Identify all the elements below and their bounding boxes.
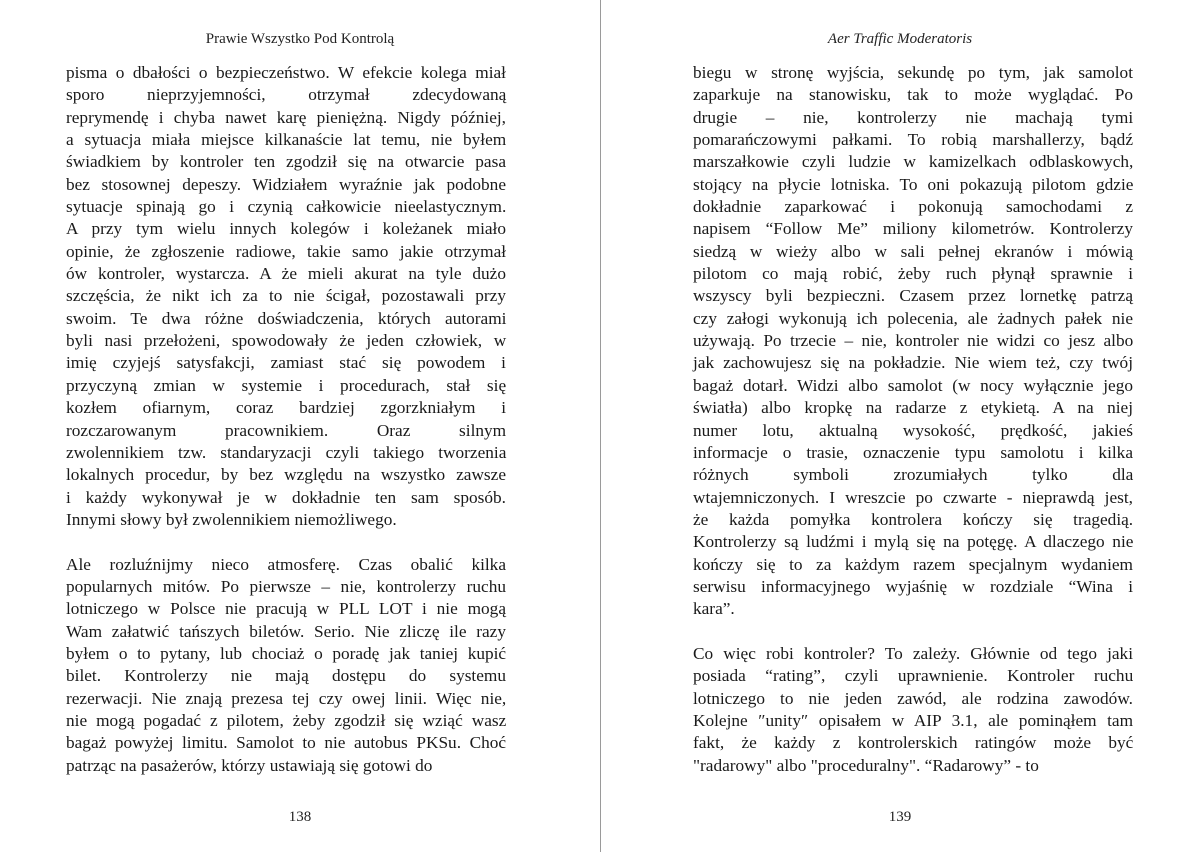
text-line: Innymi słowy był zwolennikiem niemożliwego. xyxy=(66,509,397,529)
text-line: czy załogi wykonują ich polecenia, ale żadnych pałek nie xyxy=(693,308,1133,328)
text-line: pilotom co mają robić, żeby ruch płynął sprawnie i xyxy=(693,264,1133,284)
text-line: światła) albo kropkę na radarze z etykietą. A na niej xyxy=(693,398,1133,418)
text-line: lotniczego w Polsce nie pracują w PLL LOT i nie mogą xyxy=(66,599,506,619)
text-line: kończy się to za każdym razem specjalnym wydaniem xyxy=(693,554,1133,574)
right-page-body xyxy=(693,62,1133,777)
paragraph-gap xyxy=(693,621,1133,643)
text-line: zaparkuje na stanowisku, tak to może wyglądać. Po xyxy=(693,85,1133,105)
text-line: numer lotu, aktualną wysokość, prędkość, jakieś xyxy=(693,420,1133,440)
text-line: i każdy wykonywał je w dokładnie ten sam sposób. xyxy=(66,487,506,507)
text-line: przyczyną zmian w systemie i procedurach, stał się xyxy=(66,375,507,395)
right-page xyxy=(600,0,1200,852)
paragraph-gap xyxy=(66,531,506,553)
paragraph xyxy=(66,62,506,531)
text-line: bagaż powyżej limitu. Samolot to nie autobus PKSu. Choć xyxy=(66,733,507,753)
paragraph xyxy=(66,554,506,777)
page-number-left: 138 xyxy=(288,809,312,825)
text-line: że każda pomyłka kontrolera kończy się tragedią. xyxy=(693,509,1134,529)
text-line: stojący na płycie lotniska. To oni pokazują pilotom gdzie xyxy=(693,174,1134,194)
text-line: ów kontroler, wystarcza. A że mieli akurat na tyle dużo xyxy=(66,264,506,284)
text-line: zwolennikiem tzw. standaryzacji czyli takiego tworzenia xyxy=(66,442,507,462)
text-line: używają. Po trzecie – nie, kontroler nie widzi co jesz albo xyxy=(693,331,1134,351)
text-line: sytuacje spinają go i czynią całkowicie nieelastycznym. xyxy=(66,197,507,217)
text-line: a sytuacja miała miejsce kilkanaście lat temu, nie byłem xyxy=(66,130,507,150)
text-line: dokładnie zaparkować i pokonują samochodami z xyxy=(693,197,1134,217)
text-line: Kontrolerzy są ludźmi i mylą się na potęgę. A dlaczego nie xyxy=(693,532,1134,552)
text-line: bagaż dotarł. Widzi albo samolot (w nocy wyłącznie jego xyxy=(693,375,1133,395)
text-line: imię czyjejś satysfakcji, zamiast stać się powodem i xyxy=(66,353,506,373)
text-line: szczęścia, że nikt ich za to nie ścigał, pozostawali przy xyxy=(66,286,506,306)
text-line: opinie, że zgłoszenie radiowe, takie samo jakie otrzymał xyxy=(66,241,507,261)
text-line: rozczarowanym pracownikiem. Oraz silnym xyxy=(66,420,507,440)
text-line: różnych symboli zrozumiałych tylko dla xyxy=(693,465,1134,485)
text-line: popularnych mitów. Po pierwsze – nie, kontrolerzy ruchu xyxy=(66,576,506,596)
text-line: Ale rozluźnijmy nieco atmosferę. Czas obalić kilka xyxy=(66,554,506,574)
text-line: jak zachowujesz się na pokładzie. Nie wiem też, czy twój xyxy=(693,353,1133,373)
page-number-right: 139 xyxy=(888,809,912,825)
text-line: marszałkowie czyli ludzie w kamizelkach odblaskowych, xyxy=(693,152,1134,172)
text-line: siedzą w wieży albo w sali pełnej ekranów i mówią xyxy=(693,241,1133,261)
left-page-body xyxy=(66,62,506,777)
text-line: bilet. Kontrolerzy nie mają dostępu do systemu xyxy=(66,666,506,686)
text-line: napisem “Follow Me” miliony kilometrów. Kontrolerzy xyxy=(693,219,1133,239)
text-line: kozłem ofiarnym, coraz bardziej zgorzkniałym i xyxy=(66,398,507,418)
text-line: reprymendę i chyba nawet karę pieniężną. Nigdy później, xyxy=(66,107,506,127)
text-line: kara”. xyxy=(693,599,735,619)
text-line: serwisu informacyjnego wyjaśnię w rozdziale “Wina i xyxy=(693,576,1133,596)
text-line: drugie – nie, kontrolerzy nie machają tymi xyxy=(693,107,1134,127)
text-line: lotniczego to nie jeden zawód, ale rodzina zawodów. xyxy=(693,688,1133,708)
text-line: posiada “rating”, czyli uprawnienie. Kontroler ruchu xyxy=(693,666,1134,686)
text-line: Kolejne ″unity″ opisałem w AIP 3.1, ale pominąłem tam xyxy=(693,710,1134,730)
text-line: "radarowy" albo "proceduralny". “Radarowy” - to xyxy=(693,755,1039,775)
paragraph xyxy=(693,643,1133,777)
text-line: Co więc robi kontroler? To zależy. Głównie od tego jaki xyxy=(693,643,1133,663)
text-line: rezerwacji. Nie znają prezesa tej czy owej linii. Więc nie, xyxy=(66,688,507,708)
text-line: wtajemniczonych. I wreszcie po czwarte - nieprawdą jest, xyxy=(693,487,1133,507)
text-line: byli nasi przełożeni, spowodowały że jeden człowiek, w xyxy=(66,331,507,351)
text-line: informacje o trasie, oznaczenie typu samolotu i kilka xyxy=(693,442,1133,462)
text-line: lokalnych procedur, by bez względu na wszystko zawsze xyxy=(66,465,506,485)
text-line: fakt, że każdy z kontrolerskich ratingów może być xyxy=(693,733,1134,753)
text-line: pisma o dbałości o bezpieczeństwo. W efekcie kolega miał xyxy=(66,63,506,82)
text-line: patrząc na pasażerów, którzy ustawiają się gotowi do xyxy=(66,755,433,775)
running-head-right: Aer Traffic Moderatoris xyxy=(827,31,973,47)
text-line: Wam załatwić tańszych biletów. Serio. Nie zliczę ile razy xyxy=(66,621,506,641)
text-line: sporo nieprzyjemności, otrzymał zdecydowaną xyxy=(66,85,507,105)
text-line: A przy tym wielu innych kolegów i koleżanek miało xyxy=(66,219,506,239)
running-head-left: Prawie Wszystko Pod Kontrolą xyxy=(205,31,395,47)
text-line: pomarańczowymi pałkami. To robią marshallerzy, bądź xyxy=(693,130,1133,150)
text-line: nie mogą pogadać z pilotem, żeby zgodził się wziąć wasz xyxy=(66,710,507,730)
paragraph xyxy=(693,62,1133,621)
text-line: wszyscy byli bezpieczni. Czasem przez lornetkę patrzą xyxy=(693,286,1133,306)
text-line: byłem o to pytany, lub chociaż o poradę jak taniej kupić xyxy=(66,643,507,663)
text-line: bez stosownej depeszy. Widziałem wyraźnie jak podobne xyxy=(66,174,506,194)
text-line: świadkiem by kontroler ten zgodził się na otwarcie pasa xyxy=(66,152,506,172)
text-line: swoim. Te dwa różne doświadczenia, których autorami xyxy=(66,308,507,328)
text-line: biegu w stronę wyjścia, sekundę po tym, jak samolot xyxy=(693,63,1133,82)
